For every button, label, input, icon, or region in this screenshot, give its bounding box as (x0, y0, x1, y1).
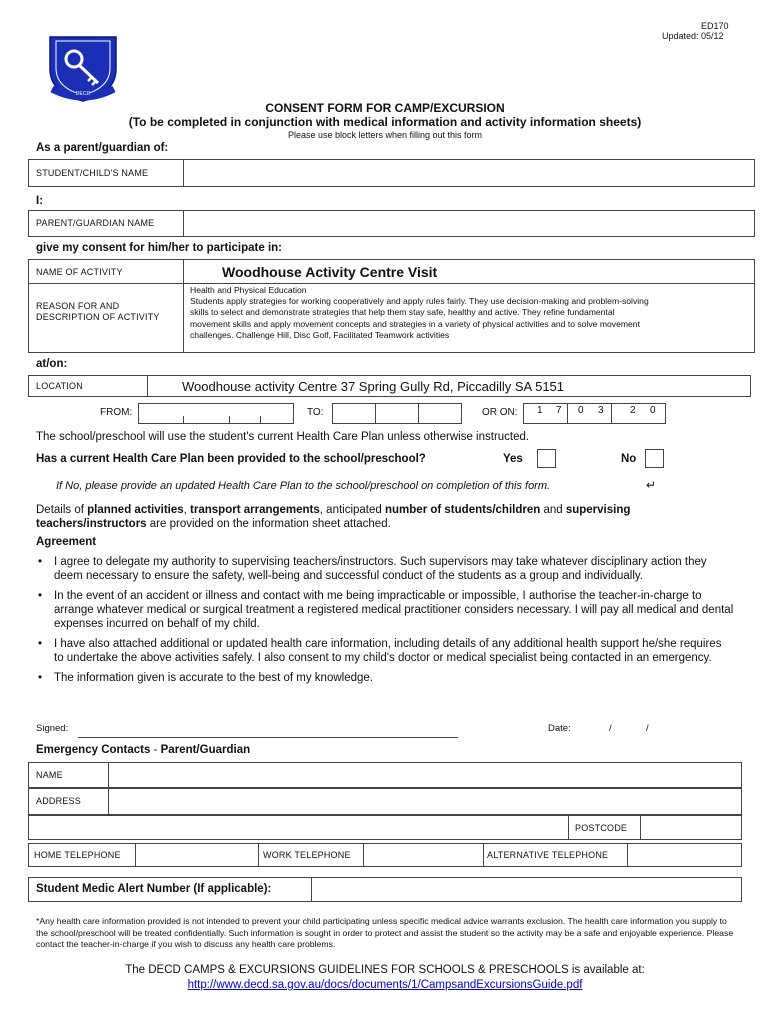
postcode-label: POSTCODE (575, 823, 628, 833)
agreement-list (36, 555, 734, 690)
parent-name-label: PARENT/GUARDIAN NAME (36, 218, 155, 228)
date-digit: 1 (537, 405, 543, 416)
signature-date-field[interactable] (580, 720, 680, 736)
agreement-item: • I have also attached additional or updated health care information, including details of any additional health support he/she requires to undertake the above activities safely. I also consent to my child's doctor or medical specialist being contacted in an emergency. (36, 637, 734, 665)
signature-line[interactable] (78, 737, 458, 738)
reason-label-2: DESCRIPTION OF ACTIVITY (36, 312, 160, 322)
parent-name-field[interactable] (184, 211, 754, 236)
activity-name-label: NAME OF ACTIVITY (36, 267, 123, 277)
yes-label: Yes (503, 453, 523, 465)
date-digit: 7 (556, 405, 562, 416)
emergency-heading: Emergency Contacts - Parent/Guardian (36, 744, 251, 756)
date-separator: / (646, 723, 649, 734)
reason-line: movement skills and apply movement concepts and strategies in a variety of physical activities and to solve movement (190, 318, 640, 329)
to-date-field[interactable] (332, 403, 462, 424)
no-checkbox[interactable] (645, 449, 664, 468)
guidelines-link[interactable]: http://www.decd.sa.gov.au/docs/documents/1/CampsandExcursionsGuide.pdf (187, 979, 583, 991)
updated-date: Updated: 05/12 (662, 31, 724, 41)
as-parent-label: As a parent/guardian of: (36, 142, 169, 154)
date-digit: 2 (630, 405, 636, 416)
health-plan-question: Has a current Health Care Plan been provided to the school/preschool? (36, 453, 426, 465)
health-disclaimer: *Any health care information provided is not intended to prevent your child participating unless specific medical advice warrants exclusion. The health care information you supply to the school/preschool will be treated confidentially. Such information is sought in order to protect and assist the student so the activity may be a safe and enjoyable experience. Please contact the teacher-in-charge if you wish to discuss any health care problems. (36, 916, 734, 949)
location-value[interactable]: Woodhouse activity Centre 37 Spring Gully Rd, Piccadilly SA 5151 (182, 379, 565, 394)
agreement-item: • The information given is accurate to the best of my knowledge. (36, 671, 734, 685)
or-on-date-field[interactable] (523, 403, 666, 424)
emergency-address-label: ADDRESS (36, 796, 81, 806)
guidelines-note: The DECD CAMPS & EXCURSIONS GUIDELINES FOR SCHOOLS & PRESCHOOLS is available at: (125, 964, 645, 976)
return-mark-icon: ↵ (646, 478, 657, 492)
alternative-telephone-label: ALTERNATIVE TELEPHONE (487, 850, 609, 860)
student-name-field[interactable] (184, 160, 754, 186)
reason-label-1: REASON FOR AND (36, 301, 120, 311)
form-code: ED170 (701, 21, 729, 31)
date-digit: 3 (598, 405, 604, 416)
signed-label: Signed: (36, 723, 69, 734)
agreement-item: • I agree to delegate my authority to supervising teachers/instructors. Such supervisors may take whatever disciplinary action they deem necessary to ensure the safety, well-being and successful conduct of the students as a group and individually. (36, 555, 734, 583)
form-subtitle: (To be completed in conjunction with medical information and activity information sheets) (128, 115, 642, 129)
medic-alert-field[interactable] (312, 878, 741, 901)
medic-alert-label: Student Medic Alert Number (If applicable): (36, 883, 272, 895)
agreement-item: • In the event of an accident or illness and contact with me being impracticable or impossible, I authorise the teacher-in-charge to arrange whatever medical or surgical treatment a registered medical practitioner considers necessary. I will pay all medical and dental expenses incurred on behalf of my child. (36, 589, 734, 631)
i-label: I: (36, 195, 44, 207)
work-telephone-field[interactable] (364, 844, 482, 866)
student-name-label: STUDENT/CHILD'S NAME (36, 168, 149, 178)
from-label: FROM: (100, 407, 133, 418)
date-separator: / (609, 723, 612, 734)
home-telephone-label: HOME TELEPHONE (34, 850, 121, 860)
health-plan-note: The school/preschool will use the student's current Health Care Plan unless otherwise instructed. (36, 431, 530, 443)
activity-name-value[interactable]: Woodhouse Activity Centre Visit (222, 264, 438, 280)
address-line-2-field[interactable] (29, 816, 567, 839)
date-label: Date: (548, 723, 571, 734)
home-telephone-field[interactable] (136, 844, 257, 866)
emergency-name-label: NAME (36, 770, 63, 780)
yes-checkbox[interactable] (537, 449, 556, 468)
alternative-telephone-field[interactable] (628, 844, 741, 866)
postcode-field[interactable] (641, 816, 741, 839)
at-on-label: at/on: (36, 358, 68, 370)
date-digit: 0 (578, 405, 584, 416)
reason-line: Students apply strategies for working cooperatively and apply rules fairly. They use decision-making and problem-solving (190, 296, 649, 307)
date-digit: 0 (650, 405, 656, 416)
or-on-label: OR ON: (482, 407, 518, 418)
reason-line: skills to select and demonstrate strategies that help them stay safe, healthy and active. They refine fundamental (190, 307, 615, 318)
to-label: TO: (307, 407, 324, 418)
agreement-heading: Agreement (36, 536, 97, 548)
reason-description[interactable] (190, 285, 752, 341)
decd-logo (42, 33, 124, 103)
if-no-instruction: If No, please provide an updated Health Care Plan to the school/preschool on completion of this form. (56, 480, 551, 492)
reason-line: challenges. Challenge Hill, Disc Golf, Facilitated Teamwork activities (190, 329, 450, 340)
work-telephone-label: WORK TELEPHONE (263, 850, 351, 860)
consent-line: give my consent for him/her to participate in: (36, 242, 283, 254)
emergency-name-field[interactable] (109, 763, 741, 787)
details-paragraph: Details of planned activities, transport arrangements, anticipated number of students/children and supervising teachers/instructors are provided on the information sheet attached. (36, 504, 631, 530)
block-letters-instruction: Please use block letters when filling out this form (287, 130, 483, 140)
from-date-field[interactable] (138, 403, 294, 424)
logo-text: DECD (75, 91, 91, 97)
no-label: No (621, 453, 637, 465)
reason-line: Health and Physical Education (190, 285, 307, 295)
location-label: LOCATION (36, 381, 83, 391)
form-title: CONSENT FORM FOR CAMP/EXCURSION (265, 101, 505, 115)
emergency-address-field[interactable] (109, 789, 741, 814)
